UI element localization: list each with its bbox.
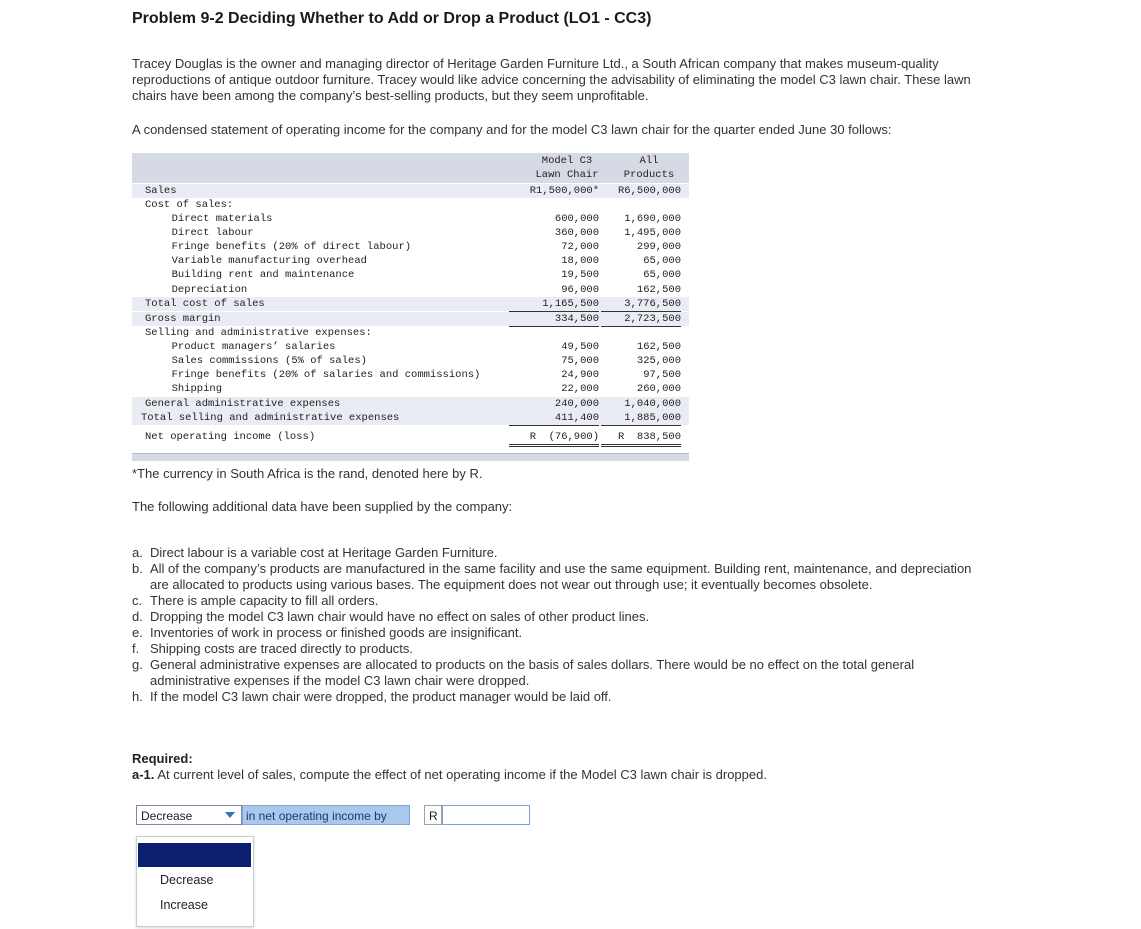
- table-row: [132, 354, 689, 368]
- row-value-model-c3: 1,165,500: [509, 297, 599, 312]
- answer-amount-input[interactable]: [442, 805, 530, 825]
- income-statement-table: [132, 153, 689, 461]
- row-label: Variable manufacturing overhead: [159, 255, 367, 267]
- row-value-all-products: 1,690,000: [624, 213, 681, 225]
- answer-label: [242, 805, 410, 825]
- row-label: Depreciation: [159, 284, 248, 296]
- col2-header-line2: Products: [623, 169, 675, 181]
- additional-data-list: [132, 545, 972, 705]
- list-item-marker: b.: [132, 561, 143, 576]
- row-value-model-c3: 18,000: [561, 255, 599, 267]
- table-row: [132, 430, 689, 444]
- row-label: Sales commissions (5% of sales): [159, 355, 367, 367]
- table-row: [132, 397, 689, 411]
- table-row: [132, 184, 689, 198]
- row-label: Shipping: [159, 383, 223, 395]
- list-item-text: All of the company’s products are manufactured in the same facility and use the same equipment. Building rent, maintenance, and depreciation are allocated to products using various bases. The equipment does not wear out through use; it eventually becomes obsolete.: [150, 561, 972, 592]
- list-item-marker: g.: [132, 657, 143, 672]
- required-a1-marker: a-1.: [132, 767, 155, 782]
- statement-intro: A condensed statement of operating income for the company and for the model C3 lawn chair for the quarter ended June 30 follows:: [132, 122, 892, 137]
- table-row: [132, 254, 689, 268]
- table-row: [132, 411, 689, 425]
- page-title: Problem 9-2 Deciding Whether to Add or Drop a Product (LO1 - CC3): [132, 10, 652, 27]
- effect-dropdown-menu: [136, 836, 254, 927]
- row-label: Product managers’ salaries: [159, 341, 336, 353]
- row-value-model-c3: R1,500,000*: [529, 185, 599, 197]
- row-label: Building rent and maintenance: [159, 269, 355, 281]
- list-item-marker: d.: [132, 609, 143, 624]
- row-label: Fringe benefits (20% of salaries and commissions): [159, 369, 481, 381]
- table-row: [132, 312, 689, 326]
- intro-paragraph: Tracey Douglas is the owner and managing director of Heritage Garden Furniture Ltd., a South African company that makes museum-quality reproductions of antique outdoor furniture. Tracey would like advice concerning the advisability of eliminating the model C3 lawn chair. These lawn chairs have been among the company’s best-selling products, but they seem unprofitable.: [132, 56, 971, 103]
- row-label: Direct labour: [159, 227, 254, 239]
- table-row: [132, 226, 689, 240]
- table-row: [132, 382, 689, 396]
- row-value-model-c3: 96,000: [509, 283, 599, 298]
- row-label: Selling and administrative expenses:: [145, 327, 372, 339]
- row-label: Fringe benefits (20% of direct labour): [159, 241, 412, 253]
- row-value-model-c3: 24,900: [561, 369, 599, 381]
- col-header-all-products: [612, 154, 686, 182]
- table-footer-band: [132, 453, 689, 461]
- currency-symbol: [424, 805, 442, 825]
- effect-select[interactable]: [136, 805, 242, 825]
- row-label: Cost of sales:: [145, 199, 234, 211]
- table-row: [132, 326, 689, 340]
- col1-header-line2: Lawn Chair: [535, 169, 599, 181]
- dropdown-option-increase[interactable]: Increase: [160, 898, 208, 912]
- row-value-model-c3: 600,000: [554, 213, 599, 225]
- list-item-marker: f.: [132, 641, 140, 656]
- row-value-all-products: 3,776,500: [601, 297, 681, 312]
- required-a1: [132, 767, 767, 782]
- dropdown-highlighted-option[interactable]: [138, 843, 251, 867]
- list-item-marker: c.: [132, 593, 143, 608]
- row-value-all-products: 325,000: [636, 355, 681, 367]
- table-row: [132, 268, 689, 282]
- currency-symbol-text: R: [429, 809, 438, 823]
- row-label: Total selling and administrative expenses: [141, 412, 400, 424]
- list-item: [132, 561, 972, 593]
- row-value-all-products: R6,500,000: [617, 185, 681, 197]
- row-value-all-products: 1,885,000: [601, 411, 681, 426]
- row-value-all-products: 65,000: [643, 255, 681, 267]
- row-value-model-c3: 22,000: [561, 383, 599, 395]
- list-item-text: If the model C3 lawn chair were dropped, the product manager would be laid off.: [150, 689, 612, 704]
- dropdown-option-decrease[interactable]: Decrease: [160, 873, 214, 887]
- row-value-model-c3: 19,500: [561, 269, 599, 281]
- row-value-model-c3: 334,500: [509, 312, 599, 327]
- list-item: [132, 657, 972, 689]
- table-row: [132, 297, 689, 311]
- row-label: Net operating income (loss): [145, 431, 316, 443]
- row-value-model-c3: 75,000: [561, 355, 599, 367]
- table-row: [132, 283, 689, 297]
- row-value-all-products: R 838,500: [601, 430, 681, 447]
- answer-label-text: in net operating income by: [246, 809, 387, 823]
- row-label: Total cost of sales: [145, 298, 265, 310]
- table-row: [132, 240, 689, 254]
- row-value-model-c3: 49,500: [561, 341, 599, 353]
- chevron-down-icon[interactable]: [225, 812, 235, 818]
- row-label: Gross margin: [145, 313, 221, 325]
- list-item-text: Dropping the model C3 lawn chair would have no effect on sales of other product lines.: [150, 609, 650, 624]
- row-label: Sales: [145, 185, 177, 197]
- table-row: [132, 368, 689, 382]
- list-item: [132, 593, 972, 609]
- list-item-text: Shipping costs are traced directly to products.: [150, 641, 414, 656]
- row-value-all-products: 260,000: [636, 383, 681, 395]
- list-item-marker: h.: [132, 689, 143, 704]
- list-item: [132, 641, 972, 657]
- list-item-text: Direct labour is a variable cost at Heritage Garden Furniture.: [150, 545, 498, 560]
- row-value-model-c3: 72,000: [561, 241, 599, 253]
- effect-select-value: Decrease: [141, 809, 193, 823]
- row-value-model-c3: 360,000: [554, 227, 599, 239]
- row-value-all-products: 1,495,000: [624, 227, 681, 239]
- row-value-all-products: 299,000: [636, 241, 681, 253]
- row-value-all-products: 2,723,500: [601, 312, 681, 327]
- row-value-model-c3: R (76,900): [509, 430, 599, 447]
- list-item-text: General administrative expenses are allocated to products on the basis of sales dollars. There would be no effect on the total general administrative expenses if the model C3 lawn chair were dropped.: [150, 657, 915, 688]
- list-item-text: Inventories of work in process or finished goods are insignificant.: [150, 625, 523, 640]
- list-item-marker: a.: [132, 545, 143, 560]
- table-row: [132, 212, 689, 226]
- col1-header-line1: Model C3: [541, 155, 593, 167]
- row-value-all-products: 162,500: [601, 283, 681, 298]
- list-item-text: There is ample capacity to fill all orders.: [150, 593, 379, 608]
- additional-data-intro: The following additional data have been supplied by the company:: [132, 499, 513, 514]
- table-row: [132, 198, 689, 212]
- row-value-model-c3: 240,000: [509, 397, 599, 412]
- row-value-all-products: 1,040,000: [601, 397, 681, 412]
- table-row: [132, 340, 689, 354]
- row-value-all-products: 97,500: [643, 369, 681, 381]
- list-item: [132, 609, 972, 625]
- row-value-all-products: 65,000: [643, 269, 681, 281]
- list-item: [132, 625, 972, 641]
- col-header-model-c3: [526, 154, 608, 182]
- row-value-model-c3: 411,400: [509, 411, 599, 426]
- currency-note: *The currency in South Africa is the rand, denoted here by R.: [132, 466, 483, 481]
- required-heading: Required:: [132, 751, 193, 766]
- list-item: [132, 545, 972, 561]
- list-item: [132, 689, 972, 705]
- row-label: Direct materials: [159, 213, 273, 225]
- list-item-marker: e.: [132, 625, 143, 640]
- row-label: General administrative expenses: [145, 398, 341, 410]
- col2-header-line1: All: [639, 155, 659, 167]
- row-value-all-products: 162,500: [636, 341, 681, 353]
- required-a1-text: At current level of sales, compute the effect of net operating income if the Model C3 lawn chair is dropped.: [157, 767, 767, 782]
